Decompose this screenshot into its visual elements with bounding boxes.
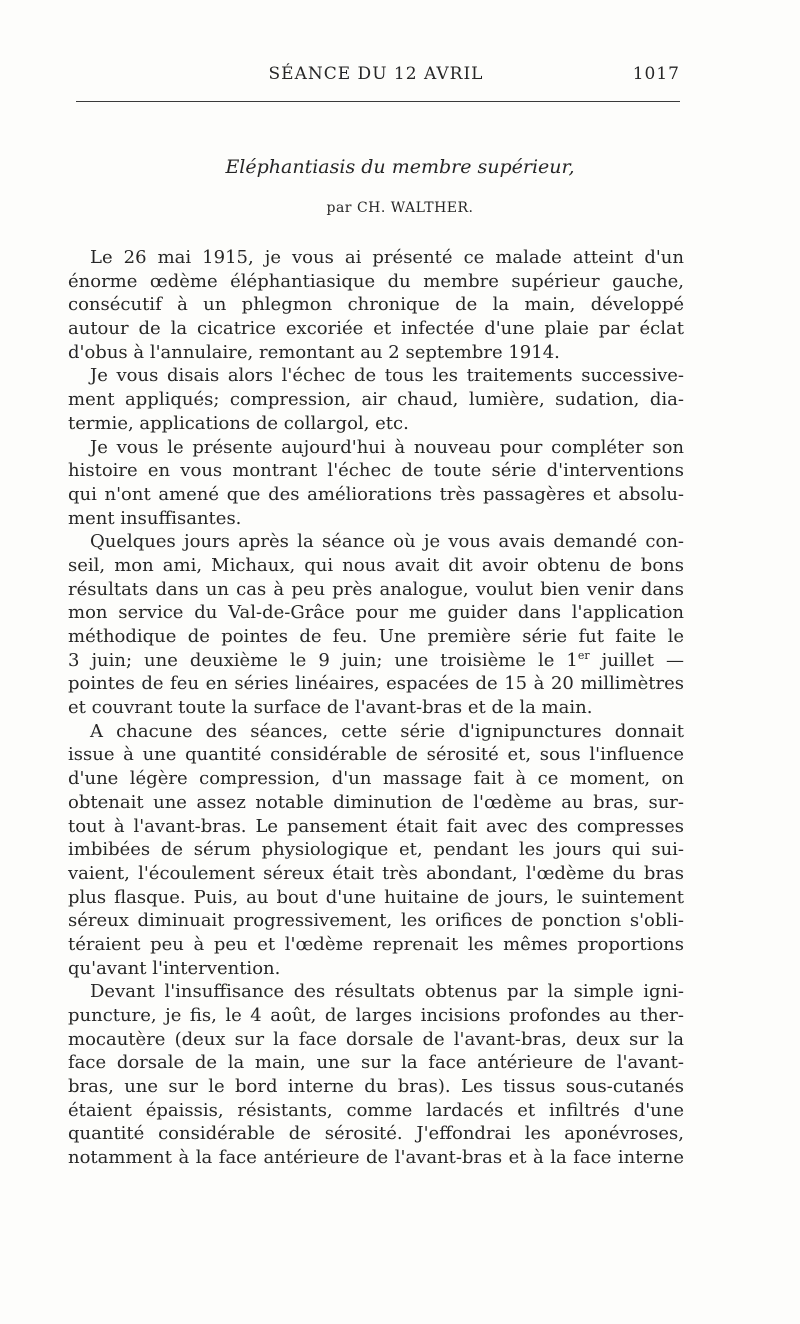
text-line: séreux diminuait progressivement, les orifices de ponction s'obli- (68, 910, 684, 932)
text-line: téraient peu à peu et l'œdème reprenait les mêmes proportions (68, 933, 684, 955)
text-line: ment insuffisantes. (68, 507, 242, 529)
text-line: 3 juin; une deuxième le 9 juin; une troisième le 1er juillet — (68, 648, 685, 671)
text-line: et couvrant toute la surface de l'avant-bras et de la main. (68, 697, 593, 719)
text-line: issue à une quantité considérable de sérosité et, sous l'influence (68, 744, 684, 766)
text-line: puncture, je fis, le 4 août, de larges incisions profondes au ther- (68, 1005, 684, 1026)
text-line: plus flasque. Puis, au bout d'une huitaine de jours, le suintement (68, 886, 684, 908)
text-line: vaient, l'écoulement séreux était très abondant, l'œdème du bras (68, 862, 684, 884)
article-title: Eléphantiasis du membre supérieur, (225, 156, 575, 178)
text-line: termie, applications de collargol, etc. (68, 412, 409, 434)
article-body (68, 246, 684, 1170)
text-line: Le 26 mai 1915, je vous ai présenté ce malade atteint d'un (90, 247, 684, 268)
running-title: SÉANCE DU 12 AVRIL (268, 64, 484, 84)
text-line: mon service du Val-de-Grâce pour me guider dans l'application (68, 602, 684, 624)
text-line: seil, mon ami, Michaux, qui nous avait dit avoir obtenu de bons (68, 554, 684, 576)
text-line: Je vous le présente aujourd'hui à nouveau pour compléter son (90, 436, 684, 458)
page-number: 1017 (632, 64, 680, 84)
text-line: obtenait une assez notable diminution de l'œdème au bras, sur- (68, 791, 684, 813)
text-line: autour de la cicatrice excoriée et infectée d'une plaie par éclat (68, 318, 684, 340)
text-line: mocautère (deux sur la face dorsale de l'avant-bras, deux sur la (68, 1028, 684, 1050)
text-line: étaient épaissis, résistants, comme lardacés et infiltrés d'une (68, 1099, 684, 1121)
text-line: pointes de feu en séries linéaires, espacées de 15 à 20 millimètres (68, 673, 684, 695)
text-line: consécutif à un phlegmon chronique de la main, développé (68, 294, 684, 316)
text-line: imbibées de sérum physiologique et, pendant les jours qui sui- (68, 839, 684, 861)
text-line: notamment à la face antérieure de l'avant-bras et à la face interne (68, 1147, 684, 1169)
text-line: qu'avant l'intervention. (68, 957, 281, 979)
text-line: Devant l'insuffisance des résultats obtenus par la simple igni- (90, 981, 684, 1003)
text-line: bras, une sur le bord interne du bras). Les tissus sous-cutanés (68, 1076, 684, 1098)
text-line: Je vous disais alors l'échec de tous les traitements successive- (90, 365, 684, 387)
header-rule (76, 101, 680, 102)
text-line: face dorsale de la main, une sur la face antérieure de l'avant- (68, 1052, 684, 1074)
text-line: A chacune des séances, cette série d'ignipunctures donnait (90, 720, 684, 742)
text-line: résultats dans un cas à peu près analogue, voulut bien venir dans (68, 578, 684, 600)
text-line: méthodique de pointes de feu. Une première série fut faite le (68, 626, 684, 647)
text-line: d'une légère compression, d'un massage fait à ce moment, on (68, 768, 684, 790)
text-line: d'obus à l'annulaire, remontant au 2 septembre 1914. (68, 341, 560, 363)
text-line: Quelques jours après la séance où je vous avais demandé con- (90, 531, 684, 553)
text-line: ment appliqués; compression, air chaud, lumière, sudation, dia- (68, 389, 684, 411)
text-line: qui n'ont amené que des améliorations très passagères et absolu- (68, 483, 684, 505)
article-byline: par CH. WALTHER. (326, 200, 474, 216)
text-line: énorme œdème éléphantiasique du membre supérieur gauche, (68, 270, 684, 292)
text-line: histoire en vous montrant l'échec de toute série d'interventions (68, 460, 684, 482)
text-line: quantité considérable de sérosité. J'effondrai les aponévroses, (68, 1123, 684, 1145)
text-line: tout à l'avant-bras. Le pansement était fait avec des compresses (68, 815, 684, 837)
